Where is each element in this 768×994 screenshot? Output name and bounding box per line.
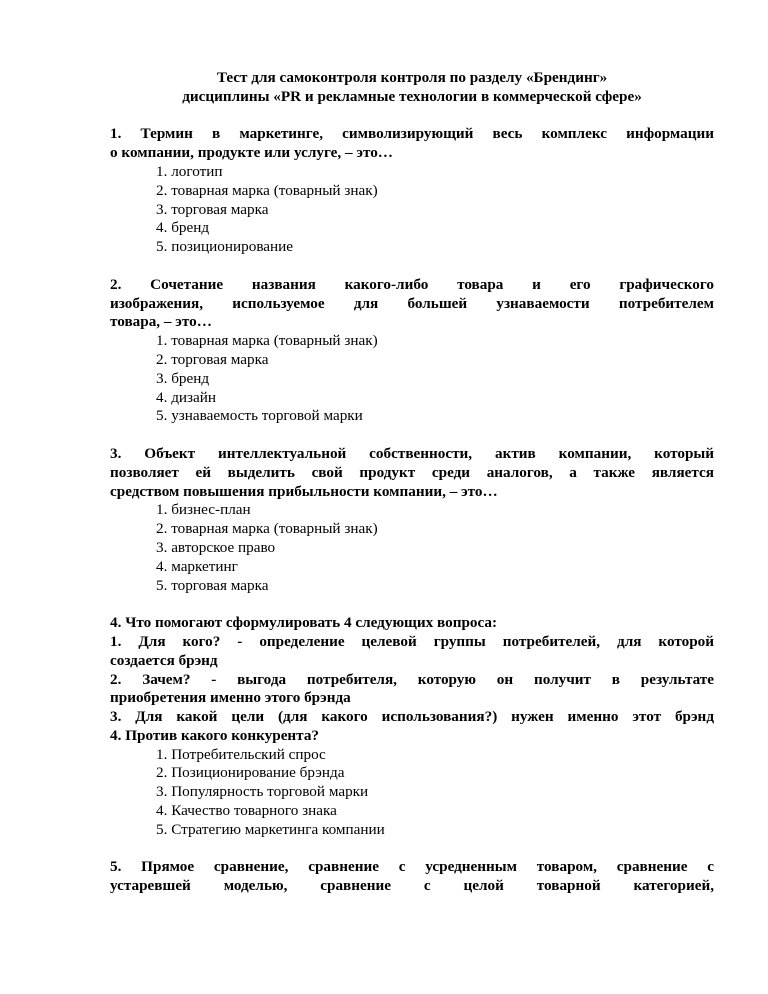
title-line-2: дисциплины «PR и рекламные технологии в коммерческой сфере»	[182, 87, 642, 105]
question-line: создается брэнд	[110, 651, 218, 669]
answer-option: 3. авторское право	[156, 538, 276, 556]
answer-option: 5. узнаваемость торговой марки	[156, 407, 363, 425]
answer-option: 2. Позиционирование брэнда	[156, 764, 345, 782]
question-3-text	[110, 445, 714, 501]
question-1-text	[110, 125, 714, 163]
answer-option: 1. товарная марка (товарный знак)	[156, 332, 378, 350]
answer-option: 4. дизайн	[156, 388, 217, 406]
question-line: устаревшей моделью, сравнение с целой товарной категорией,	[110, 877, 714, 895]
question-line: 3. Объект интеллектуальной собственности, актив компании, который	[110, 444, 714, 462]
question-3	[110, 445, 714, 595]
question-2-text	[110, 276, 714, 332]
question-line: приобретения именно этого брэнда	[110, 689, 351, 707]
question-line: 3. Для какой цели (для какого использования?) нужен именно этот брэнд	[110, 708, 714, 726]
question-line: 1. Для кого? - определение целевой группы потребителей, для которой	[110, 632, 714, 650]
question-2	[110, 276, 714, 426]
question-line: 4. Против какого конкурента?	[110, 726, 320, 744]
answer-option: 4. Качество товарного знака	[156, 802, 337, 820]
answer-options	[110, 163, 714, 257]
answer-option: 1. Потребительский спрос	[156, 745, 326, 763]
answer-options	[110, 501, 714, 595]
answer-option: 4. бренд	[156, 219, 210, 237]
answer-option: 2. товарная марка (товарный знак)	[156, 520, 378, 538]
answer-option: 4. маркетинг	[156, 557, 238, 575]
question-line: 4. Что помогают сформулировать 4 следующих вопроса:	[110, 614, 498, 632]
question-line: 2. Зачем? - выгода потребителя, которую он получит в результате	[110, 670, 714, 688]
answer-option: 5. Стратегию маркетинга компании	[156, 820, 385, 838]
question-5	[110, 858, 714, 896]
question-line: товара, – это…	[110, 313, 212, 331]
answer-options	[110, 746, 714, 840]
answer-option: 3. торговая марка	[156, 200, 269, 218]
answer-option: 2. товарная марка (товарный знак)	[156, 181, 378, 199]
answer-options	[110, 332, 714, 426]
question-line: 5. Прямое сравнение, сравнение с усредненным товаром, сравнение с	[110, 858, 714, 876]
document-page	[110, 69, 714, 896]
question-line: средством повышения прибыльности компании, – это…	[110, 482, 498, 500]
question-line: позволяет ей выделить свой продукт среди аналогов, а также является	[110, 463, 714, 481]
question-1	[110, 125, 714, 257]
question-4-text	[110, 614, 714, 746]
question-5-text	[110, 858, 714, 896]
answer-option: 5. торговая марка	[156, 576, 269, 594]
answer-option: 3. Популярность торговой марки	[156, 783, 369, 801]
title-line-1: Тест для самоконтроля контроля по разделу «Брендинг»	[216, 69, 608, 86]
answer-option: 3. бренд	[156, 369, 210, 387]
answer-option: 1. бизнес-план	[156, 501, 251, 519]
answer-option: 2. торговая марка	[156, 350, 269, 368]
question-line: 2. Сочетание названия какого-либо товара и его графического	[110, 275, 714, 293]
question-line: о компании, продукте или услуге, – это…	[110, 144, 393, 162]
question-line: 1. Термин в маркетинге, символизирующий весь комплекс информации	[110, 125, 714, 143]
answer-option: 1. логотип	[156, 162, 223, 180]
question-line: изображения, используемое для большей узнаваемости потребителем	[110, 294, 714, 312]
question-4	[110, 614, 714, 840]
answer-option: 5. позиционирование	[156, 238, 294, 256]
document-title	[110, 69, 714, 107]
